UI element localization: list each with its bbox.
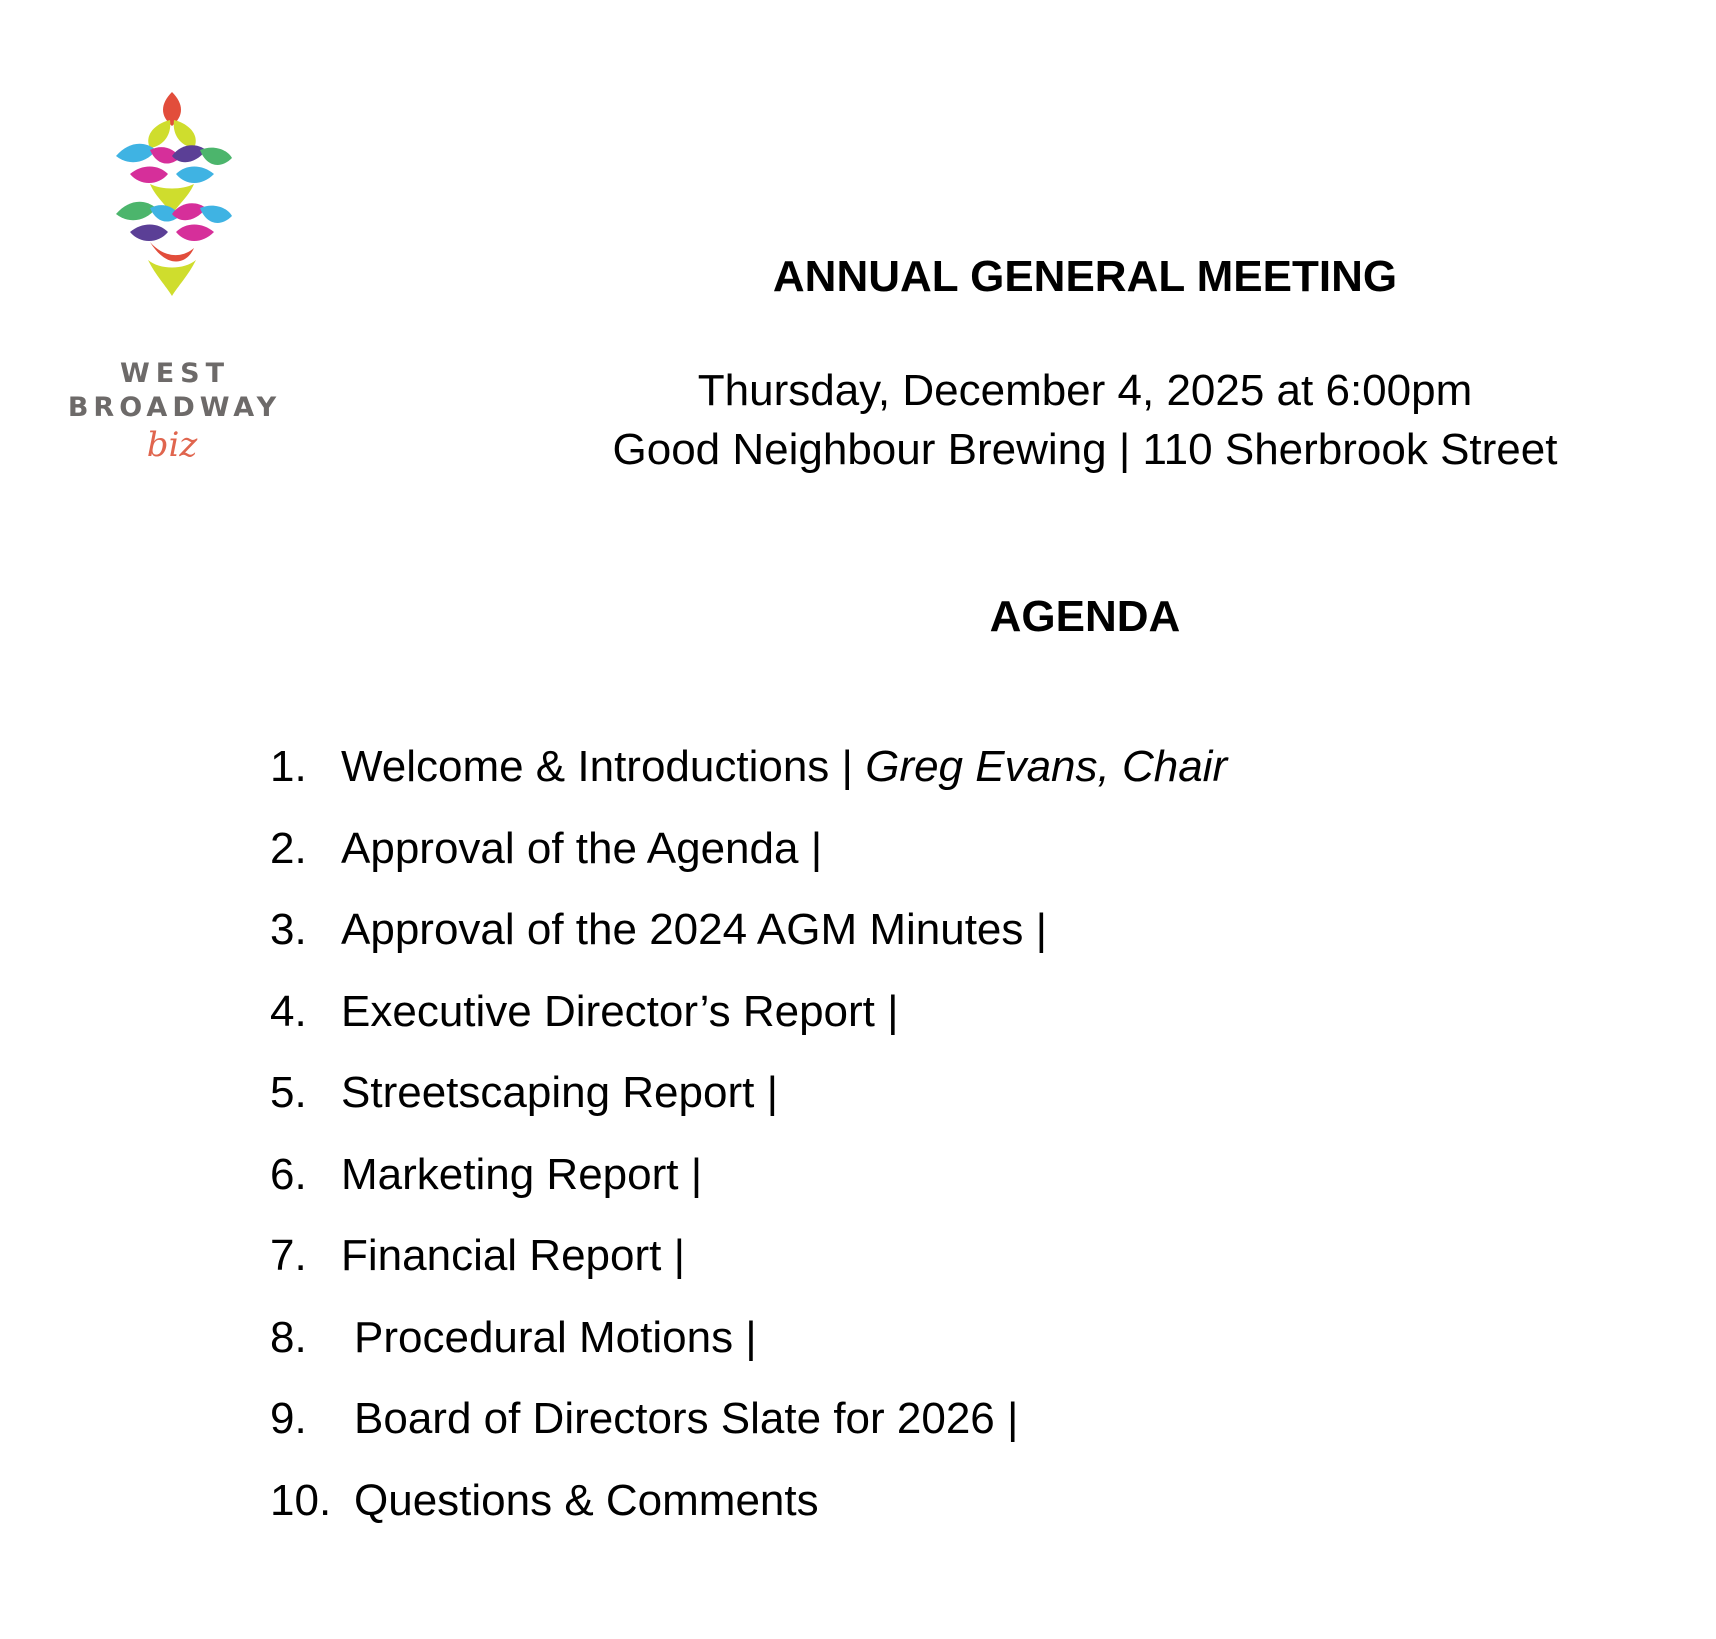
- agenda-item-title: Approval of the Agenda |: [341, 823, 823, 873]
- agenda-item-title: Welcome & Introductions |: [341, 742, 866, 791]
- agenda-item-title: Financial Report |: [341, 1231, 686, 1280]
- agenda-item-number: 6.: [270, 1149, 307, 1199]
- agenda-item-number: 7.: [270, 1231, 307, 1280]
- agenda-item-number: 4.: [270, 986, 307, 1036]
- document-title: ANNUAL GENERAL MEETING: [772, 252, 1398, 301]
- meeting-venue: Good Neighbour Brewing | 110 Sherbrook Street: [612, 425, 1558, 474]
- agenda-item-number: 1.: [270, 742, 307, 791]
- agenda-item-number: 8.: [270, 1312, 307, 1362]
- agenda-item-title: Board of Directors Slate for 2026 |: [354, 1394, 1019, 1443]
- agenda-item-title: Marketing Report |: [341, 1149, 703, 1199]
- logo-word-biz: biz: [146, 425, 198, 465]
- agenda-heading: AGENDA: [989, 592, 1181, 641]
- agenda-item-title: Approval of the 2024 AGM Minutes |: [341, 905, 1048, 954]
- agenda-item-text: [341, 742, 1227, 792]
- agenda-item-title: Executive Director’s Report |: [341, 986, 899, 1036]
- agenda-item-number: 10.: [270, 1475, 332, 1525]
- agenda-item-title: Procedural Motions |: [354, 1312, 757, 1362]
- agenda-item-presenter: Greg Evans, Chair: [865, 742, 1228, 791]
- ribbon-pattern-icon: [110, 90, 234, 320]
- west-broadway-biz-logo: [52, 90, 292, 480]
- agenda-item-number: 2.: [270, 823, 307, 873]
- logo-word-west: WEST: [119, 358, 231, 389]
- agenda-item-title: Questions & Comments: [354, 1475, 819, 1525]
- meeting-date: Thursday, December 4, 2025 at 6:00pm: [697, 366, 1473, 415]
- agenda-item-number: 5.: [270, 1068, 307, 1117]
- logo-word-broadway: BROADWAY: [67, 392, 282, 423]
- agenda-item-title: Streetscaping Report |: [341, 1068, 778, 1117]
- agenda-item-number: 9.: [270, 1394, 307, 1443]
- agenda-item-number: 3.: [270, 905, 307, 954]
